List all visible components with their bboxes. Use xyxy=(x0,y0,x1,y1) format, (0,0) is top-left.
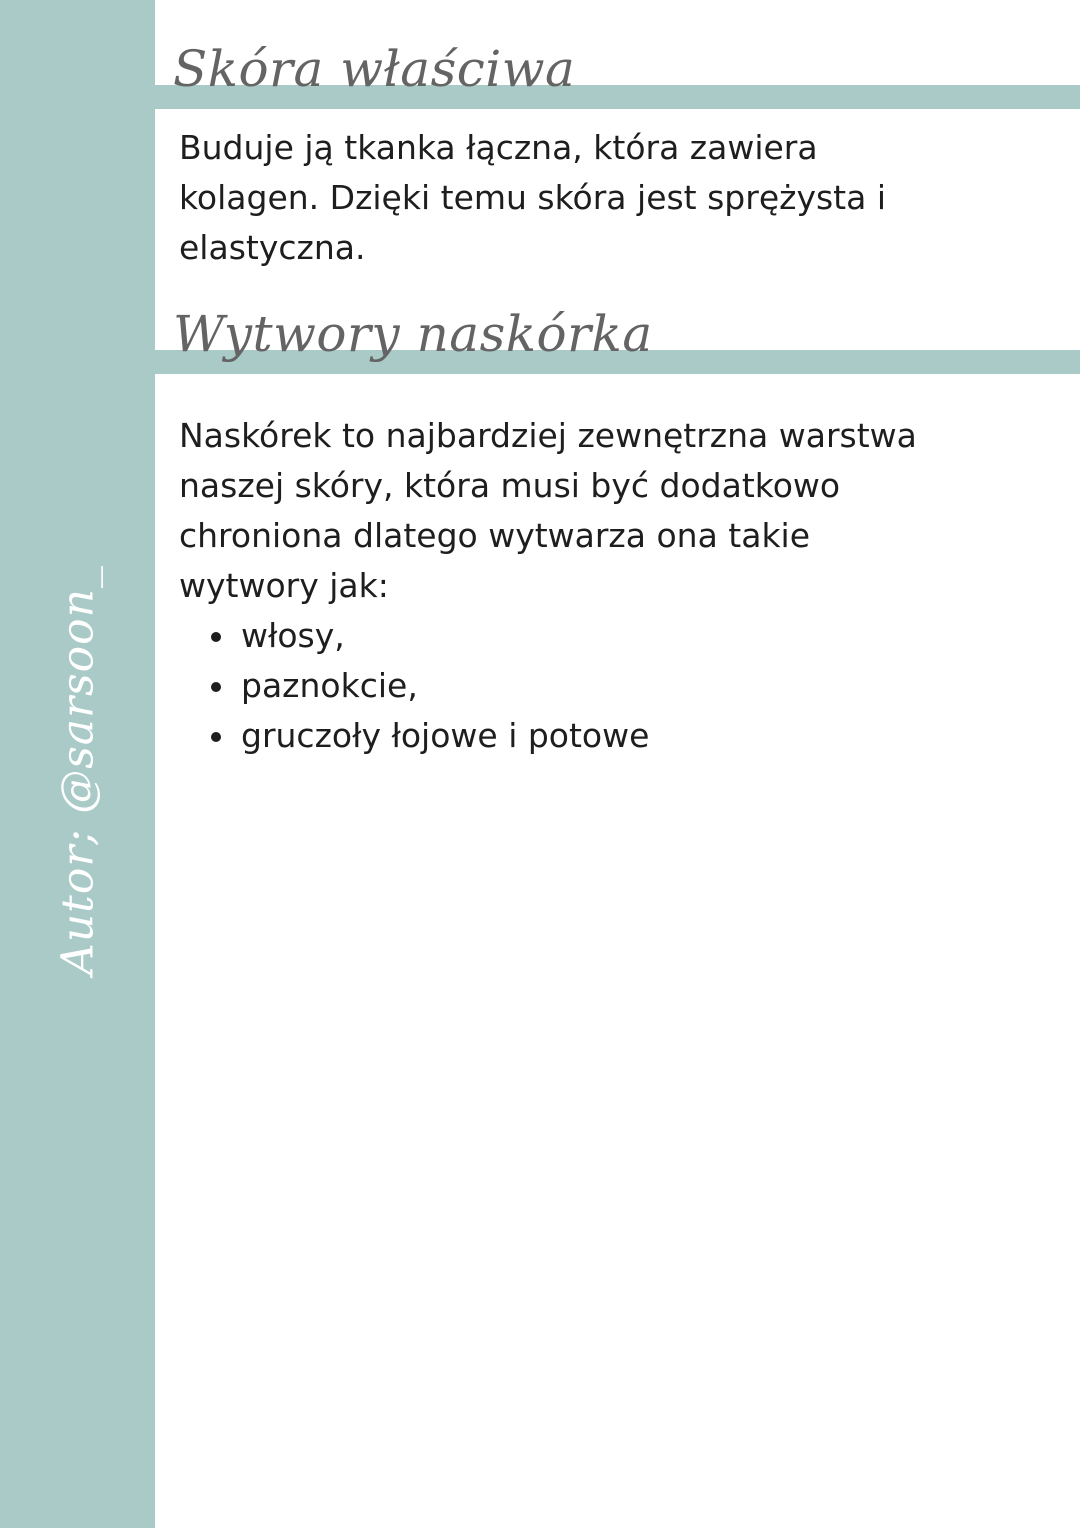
list-item: paznokcie, xyxy=(241,661,1080,711)
sidebar-stripe xyxy=(0,0,155,1528)
section-skora-wlasciwa xyxy=(155,40,1080,273)
heading-row xyxy=(155,40,1080,130)
section-heading: Skóra właściwa xyxy=(173,40,576,98)
page-content xyxy=(155,0,1080,1528)
author-credit: Autor; @sarsoon_ xyxy=(52,565,104,975)
list-item: włosy, xyxy=(241,611,1080,661)
bullet-list xyxy=(155,611,1080,761)
section-heading: Wytwory naskórka xyxy=(173,305,653,363)
heading-row xyxy=(155,305,1080,395)
list-item: gruczoły łojowe i potowe xyxy=(241,711,1080,761)
section-wytwory-naskorka xyxy=(155,305,1080,761)
section-paragraph: Buduje ją tkanka łączna, która zawiera kolagen. Dzięki temu skóra jest sprężysta i elastyczna. xyxy=(179,128,886,267)
section-paragraph: Naskórek to najbardziej zewnętrzna warstwa naszej skóry, która musi być dodatkowo chroniona dlatego wytwarza ona takie wytwory jak: xyxy=(179,416,917,605)
